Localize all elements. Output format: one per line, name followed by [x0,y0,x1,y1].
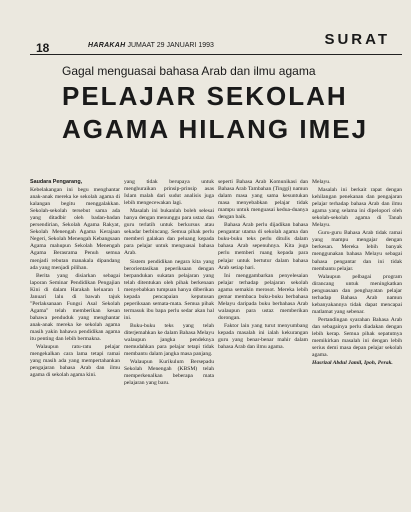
paragraph: Masalah ini bukanlah boleh selesai hanya dengan menunggu para ustaz dan guru terlatih untuk berkursus atau sekadar berbincang. Semua pihak perlu memberi galakan dan peluang kepada para pelajar untuk menguasai bahasa Arab. [124,208,214,257]
article-column-4 [312,179,402,506]
paragraph: Walaupun Kurikulum Bersepadu Sekolah Menengah (KBSM) telah memperkenalkan beberapa mata pelajaran yang baru. [124,359,214,387]
paragraph: Masalah ini berkait rapat dengan kehilangan penekanan dan pengajaran pelajar terhadap bahasa Arab dan ilmu agama yang selama ini dipelopori oleh sekolah-sekolah agama di Tanah Melayu. [312,187,402,229]
article-column-3 [218,179,308,506]
section-title: SURAT [324,31,390,48]
paragraph: seperti Bahasa Arab Komunikasi dan Bahasa Arab Tambahan (Tinggi) namun dalam masa yang sama kesuntukan masa menyebabkan pelajar tidak mampu untuk menguasai kedua-duanya dengan baik. [218,179,308,221]
letter-signature: Hasrizal Abdul Jamil, Ipoh, Perak. [312,360,393,367]
paragraph: Buku-buku teks yang telah diterjemahkan ke dalam Bahasa Melayu walaupun jangka pendeknya memudahkan para pelajar tetapi tidak membantu dalam jangka masa panjang. [124,322,214,358]
paragraph: Faktor lain yang turut menyumbang kepada masalah ini ialah kekurangan guru yang benar-benar mahir dalam bahasa Arab dan ilmu agama. [218,322,308,351]
paragraph: yang tidak berupaya untuk menghuraikan prinsip-prinsip asas Islam malah dari sudut analisis juga lebih mengecewakan lagi. [124,179,214,207]
page-number: 18 [36,41,50,55]
paragraph: Pertandingan syarahan Bahasa Arab dan sebagainya perlu diadakan dengan lebih kerap. Semua pihak sepatutnya memikirkan masalah ini dengan lebih serius demi masa depan pelajar sekolah agama. [312,316,402,359]
paragraph: Bahasa Arab perlu dijadikan bahasa pengantar utama di sekolah agama dan buku-buku teks perlu ditulis dalam bahasa Arab sepenuhnya. Kita juga perlu memberi ruang kepada para pelajar untuk bertutur dalam bahasa Arab setiap hari. [218,222,308,271]
paragraph: Ini menggambarkan penyelesaian pelajar terhadap pelajaran sekolah agama semakin merosot. Mereka lebih gemar membaca buku-buku berbahasa Melayu daripada buku berbahasa Arab walaupun para ustaz memberikan dorongan. [218,272,308,321]
page-header [30,31,402,55]
publication-date: JUMAAT 29 JANUARI 1993 [127,42,214,49]
publication-line [88,42,214,49]
paragraph: Sistem pendidikan negara kita yang berorientasikan peperiksaan dengan berpandukan sukatan pelajaran yang telah ditentukan oleh pihak berkenaan menyebabkan tumpuan hanya diberikan kepada pencapaian keputusan peperiksaan semata-mata. Semua pihak termasuk ibu bapa perlu sedar akan hal ini. [124,258,214,321]
paragraph: Guru-guru Bahasa Arab tidak ramai yang mampu mengajar dengan berkesan. Mereka lebih banyak menggunakan bahasa Melayu sebagai bahasa pengantar dan ini tidak membantu pelajar. [312,230,402,272]
paragraph: Berita yang disiarkan sebagai laporan Seminar Pendidikan Pengajian Kini di dalam Harakah keluaran 1 Januari lalu di bawah tajuk "Perlaksanaan Fungsi Asal Sekolah Agama" telah memberikan kesan bahawa penduduk yang menghantar anak-anak mereka ke sekolah agama masih yakin bahawa pendidikan agama itu penting dan lebih bermakna. [30,272,120,343]
article-column-1 [30,179,120,506]
headline-line-2: AGAMA HILANG IMEJ [62,114,369,144]
article-column-2 [124,179,214,506]
paragraph: Melayu. [312,179,331,185]
article-kicker: Gagal menguasai bahasa Arab dan ilmu agama [62,64,316,78]
paragraph: Kebelakangan ini begu menghantar anak-anak mereka ke sekolah agama di kalangan begitu menggalakkan. Sekolah-sekolah tersebut sama ada yang ditadbir oleh badan-badan persendirian, Sekolah Agama Rakyat, Sekolah Menengah Agama Kerajaan Negeri, Sekolah Menengah Kebangsaan Agama mahupun Sekolah Menengah Agama Berasrama Penuh semua menjadi rebutan manakala dipandang ada yang menjadi pilihan. [30,187,120,271]
headline-line-1: PELAJAR SEKOLAH [62,81,348,111]
paragraph: Walaupun ratu-ratu pelajar mengekalkan cara lama tetapi ramai yang masih ada yang mempertahankan pengajaran bahasa Arab dan ilmu agama di sekolah agama kini. [30,344,120,379]
publication-name: HARAKAH [88,42,126,49]
letter-salutation: Saudara Pengarang, [30,179,83,185]
article-headline [62,80,402,146]
paragraph: Walaupun pelbagai program dirancang untuk meningkatkan penguasaan dan penghayatan pelajar terhadap Bahasa Arab namun kebanyakannya tidak dapat mencapai matlamat yang sebenar. [312,273,402,315]
